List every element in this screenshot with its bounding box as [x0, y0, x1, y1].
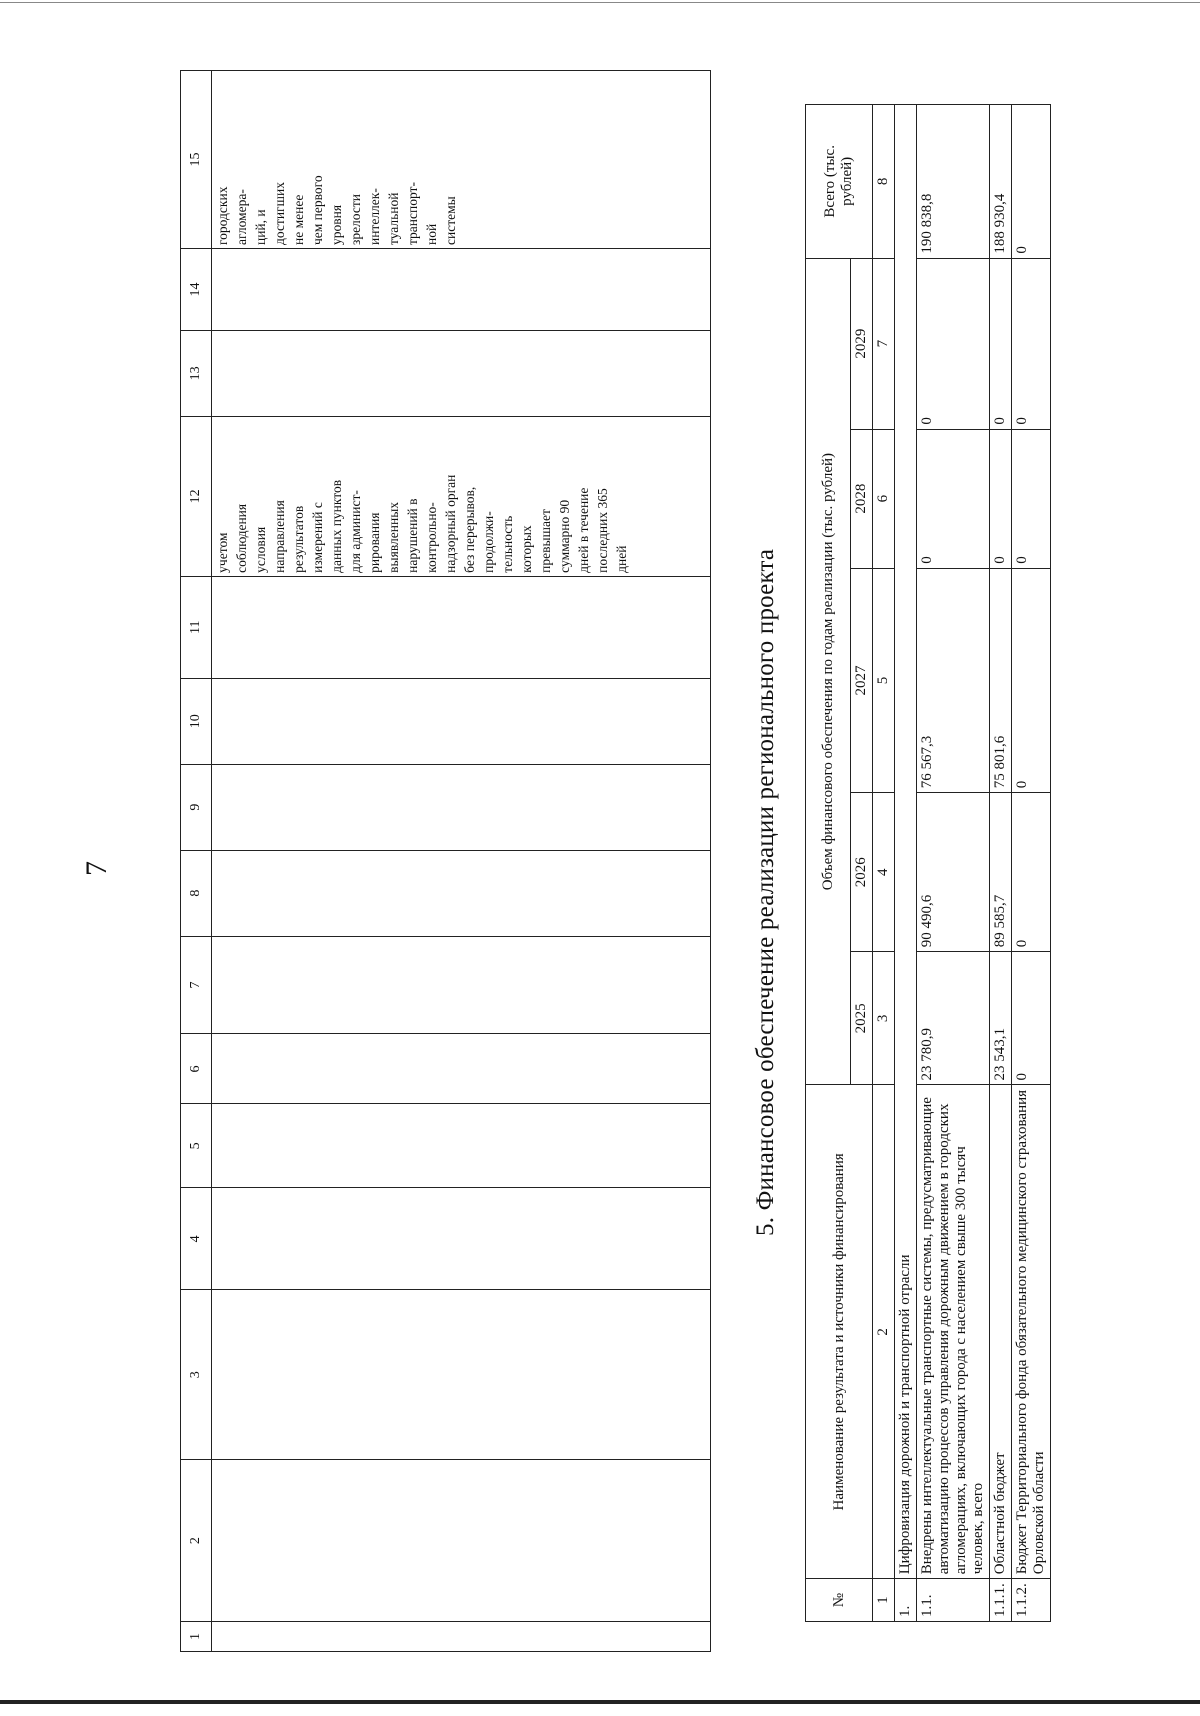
- value-2029: 0: [1012, 258, 1051, 429]
- row-name: Внедрены интеллектуальные транспортные системы, предусматривающие автоматизацию процессов управления дорожным движением в городских агломерациях, включающих города с населением свыше 300 тысяч человек, всего: [917, 1085, 990, 1579]
- cell-col-7: [212, 936, 711, 1034]
- indicators-body-row: [212, 71, 711, 1652]
- header-col-6: 6: [181, 1034, 212, 1104]
- value-total: 188 930,4: [990, 105, 1012, 259]
- value-2026: 90 490,6: [917, 793, 990, 952]
- value-2029: 0: [990, 258, 1012, 429]
- value-2029: 0: [917, 258, 990, 429]
- header-col-9: 9: [181, 764, 212, 850]
- year-2028-header: 2028: [851, 429, 873, 568]
- cell-col-14: [212, 249, 711, 331]
- indicators-table: [180, 70, 711, 1652]
- cell-col-1: [212, 1622, 711, 1652]
- finance-table: [805, 104, 1051, 1622]
- year-2027-header: 2027: [851, 568, 873, 792]
- cell-col-11: [212, 576, 711, 678]
- cell-col-10: [212, 678, 711, 764]
- row-number: 1.1.: [917, 1579, 990, 1622]
- value-2028: 0: [1012, 429, 1051, 568]
- index-4: 4: [873, 793, 895, 952]
- header-col-7: 7: [181, 936, 212, 1034]
- col-total-header: Всего (тыс. рублей): [806, 105, 873, 259]
- cell-col-6: [212, 1034, 711, 1104]
- index-8: 8: [873, 105, 895, 259]
- value-2026: 0: [1012, 793, 1051, 952]
- header-col-1: 1: [181, 1622, 212, 1652]
- row-name: Областной бюджет: [990, 1085, 1012, 1579]
- value-2025: 23 543,1: [990, 952, 1012, 1085]
- row-name: Бюджет Территориального фонда обязательного медицинского страхования Орловской области: [1012, 1085, 1051, 1579]
- header-col-12: 12: [181, 416, 212, 576]
- index-7: 7: [873, 258, 895, 429]
- year-2029-header: 2029: [851, 258, 873, 429]
- value-total: 0: [1012, 105, 1051, 259]
- header-col-2: 2: [181, 1460, 212, 1622]
- header-col-4: 4: [181, 1188, 212, 1290]
- value-2025: 23 780,9: [917, 952, 990, 1085]
- index-6: 6: [873, 429, 895, 568]
- cell-col-3: [212, 1290, 711, 1460]
- value-2025: 0: [1012, 952, 1051, 1085]
- cell-col-8: [212, 850, 711, 936]
- page-number: 7: [80, 861, 113, 876]
- section-title: 5. Финансовое обеспечение реализации регионального проекта: [752, 548, 779, 1236]
- finance-row-1: [895, 105, 917, 1622]
- header-col-15: 15: [181, 71, 212, 249]
- finance-index-row: [873, 105, 895, 1622]
- index-1: 1: [873, 1579, 895, 1622]
- header-col-5: 5: [181, 1104, 212, 1188]
- col-name-header: Наименование результата и источники финансирования: [806, 1085, 873, 1579]
- cell-col-2: [212, 1460, 711, 1622]
- header-col-10: 10: [181, 678, 212, 764]
- col-no-header: №: [806, 1579, 873, 1622]
- header-col-14: 14: [181, 249, 212, 331]
- cell-col-12-text: учетом соблюдения условия направления результатов измерений с данных пунктов для админист- рирования выявленных нарушений в контрольно- надзорный орган без перерывов, продолжи- тельность которых превышает суммарно 90 дней в течение последних 365 дней: [212, 416, 711, 576]
- value-2027: 75 801,6: [990, 568, 1012, 792]
- finance-row-1-1-2: [1012, 105, 1051, 1622]
- year-2026-header: 2026: [851, 793, 873, 952]
- cell-col-15-text: городских агломера- ций, и достигших не менее чем первого уровня зрелости интеллек- туальной транспорт- ной системы: [212, 71, 711, 249]
- finance-header-row-1: [806, 105, 851, 1622]
- value-2026: 89 585,7: [990, 793, 1012, 952]
- header-col-3: 3: [181, 1290, 212, 1460]
- cell-col-13: [212, 330, 711, 416]
- header-col-8: 8: [181, 850, 212, 936]
- index-3: 3: [873, 952, 895, 1085]
- finance-row-1-1: [917, 105, 990, 1622]
- index-2: 2: [873, 1085, 895, 1579]
- row-name: Цифровизация дорожной и транспортной отрасли: [895, 105, 917, 1579]
- value-2027: 0: [1012, 568, 1051, 792]
- cell-col-4: [212, 1188, 711, 1290]
- header-col-11: 11: [181, 576, 212, 678]
- header-col-13: 13: [181, 330, 212, 416]
- row-number: 1.1.1.: [990, 1579, 1012, 1622]
- cell-col-5: [212, 1104, 711, 1188]
- value-total: 190 838,8: [917, 105, 990, 259]
- index-5: 5: [873, 568, 895, 792]
- cell-col-9: [212, 764, 711, 850]
- value-2027: 76 567,3: [917, 568, 990, 792]
- value-2028: 0: [917, 429, 990, 568]
- row-number: 1.: [895, 1579, 917, 1622]
- row-number: 1.1.2.: [1012, 1579, 1051, 1622]
- value-2028: 0: [990, 429, 1012, 568]
- finance-row-1-1-1: [990, 105, 1012, 1622]
- year-2025-header: 2025: [851, 952, 873, 1085]
- indicators-header-row: [181, 71, 212, 1652]
- col-years-group-header: Объем финансового обеспечения по годам реализации (тыс. рублей): [806, 258, 851, 1085]
